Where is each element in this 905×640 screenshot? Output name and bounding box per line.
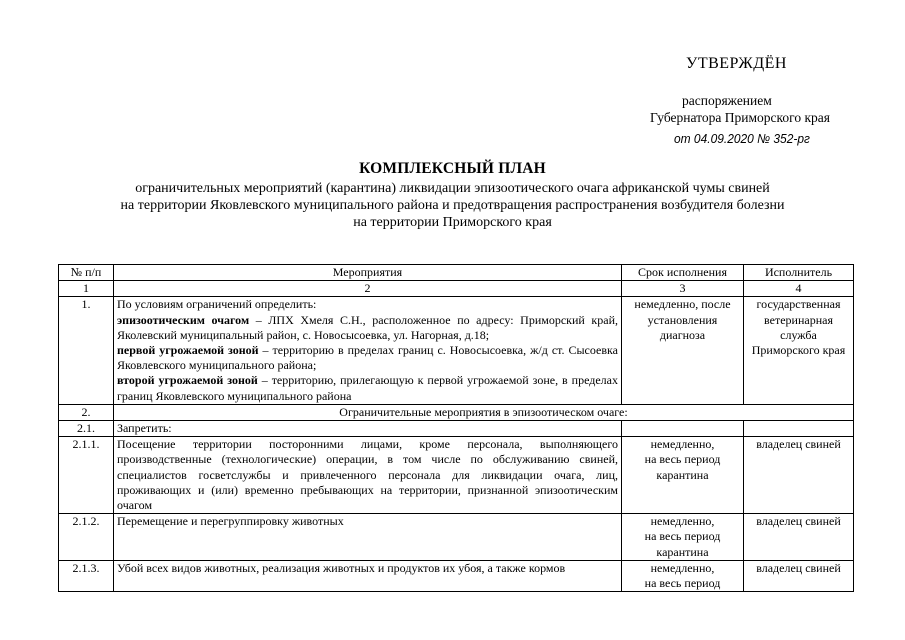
subsection-row bbox=[59, 421, 854, 437]
term-focus-def: – ЛПХ Хмеля С.Н., расположенное по адресу: Приморский край, Яколевский муниципальный район, с. Новосысоевка, ул. Нагорная, д.18; bbox=[117, 312, 618, 342]
row-number: 2.1.1. bbox=[59, 437, 114, 514]
row-term-line-1: немедленно, bbox=[650, 437, 715, 452]
row-number: 2. bbox=[59, 404, 114, 420]
section-title: Ограничительные мероприятия в эпизоотическом очаге: bbox=[114, 404, 854, 420]
subsection-title: Запретить: bbox=[114, 421, 622, 437]
subtitle-line-3: на территории Приморского края bbox=[353, 215, 552, 230]
table-header-row bbox=[59, 265, 854, 281]
row-term bbox=[622, 560, 744, 591]
table-row bbox=[59, 514, 854, 561]
row-activity: Убой всех видов животных, реализация животных и продуктов их убоя, а также кормов bbox=[114, 560, 622, 591]
row-term bbox=[622, 514, 744, 561]
column-number-2: 2 bbox=[114, 281, 622, 297]
section-row bbox=[59, 404, 854, 420]
document-title: КОМПЛЕКСНЫЙ ПЛАН bbox=[359, 160, 546, 177]
row-term: немедленно, после установления диагноза bbox=[622, 297, 744, 404]
row-intro: По условиям ограничений определить: bbox=[117, 297, 317, 312]
subtitle-line-1: ограничительных мероприятий (карантина) ликвидации эпизоотического очага африканской чумы свиней bbox=[135, 181, 770, 196]
row-term-line-2: на весь период карантина bbox=[644, 529, 721, 559]
row-activity bbox=[114, 297, 622, 404]
term-zone-1: первой угрожаемой зоной bbox=[117, 343, 259, 358]
term-zone-2-def: – территорию, прилегающую к первой угрожаемой зоне, в пределах границ Яковлевского муниципального района bbox=[117, 373, 618, 403]
subtitle-line-2: на территории Яковлевского муниципального района и предотвращения распространения возбудителя болезни bbox=[120, 198, 785, 213]
row-executor: владелец свиней bbox=[744, 514, 854, 561]
row-term bbox=[622, 437, 744, 514]
term-zone-2: второй угрожаемой зоной bbox=[117, 373, 258, 388]
table-row bbox=[59, 560, 854, 591]
row-number: 2.1.2. bbox=[59, 514, 114, 561]
row-executor: владелец свиней bbox=[744, 437, 854, 514]
order-date-line: от 04.09.2020 № 352-рг bbox=[674, 131, 810, 146]
row-term-line-1: немедленно, bbox=[650, 560, 715, 575]
order-line: распоряжением bbox=[682, 93, 772, 108]
row-number: 2.1.3. bbox=[59, 560, 114, 591]
governor-line: Губернатора Приморского края bbox=[650, 110, 830, 125]
column-number-3: 3 bbox=[622, 281, 744, 297]
empty-cell bbox=[622, 421, 744, 437]
row-number: 1. bbox=[59, 297, 114, 404]
row-term-line-1: немедленно, bbox=[650, 514, 715, 529]
row-term-line-2: на весь период bbox=[644, 576, 721, 591]
row-executor: владелец свиней bbox=[744, 560, 854, 591]
header-term: Срок исполнения bbox=[622, 265, 744, 281]
empty-cell bbox=[744, 421, 854, 437]
header-executor: Исполнитель bbox=[744, 265, 854, 281]
plan-table bbox=[58, 264, 854, 592]
row-activity: Посещение территории посторонними лицами, кроме персонала, выполняющего производственные (технологические) операции, в том числе по обслуживанию свиней, специалистов госветслужбы и привлеченного персонала для ликвидации очага, лиц, проживающих и (или) временно пребывающих на территории, признанной эпизоотическим очагом bbox=[114, 437, 622, 514]
term-focus: эпизоотическим очагом bbox=[117, 312, 250, 327]
header-number: № п/п bbox=[59, 265, 114, 281]
column-number-1: 1 bbox=[59, 281, 114, 297]
row-number: 2.1. bbox=[59, 421, 114, 437]
table-row bbox=[59, 437, 854, 514]
term-zone-1-def: – территорию в пределах границ с. Новосысоевка, ж/д ст. Сысоевка Яковлевского муниципального района; bbox=[117, 343, 618, 373]
header-activities: Мероприятия bbox=[114, 265, 622, 281]
approved-stamp-text: УТВЕРЖДЁН bbox=[686, 55, 787, 72]
document-subtitle bbox=[0, 180, 905, 231]
column-numbers-row bbox=[59, 281, 854, 297]
row-activity: Перемещение и перегруппировку животных bbox=[114, 514, 622, 561]
row-executor: государственная ветеринарная служба Приморского края bbox=[744, 297, 854, 404]
column-number-4: 4 bbox=[744, 281, 854, 297]
row-term-line-2: на весь период карантина bbox=[644, 452, 721, 482]
table-row bbox=[59, 297, 854, 404]
